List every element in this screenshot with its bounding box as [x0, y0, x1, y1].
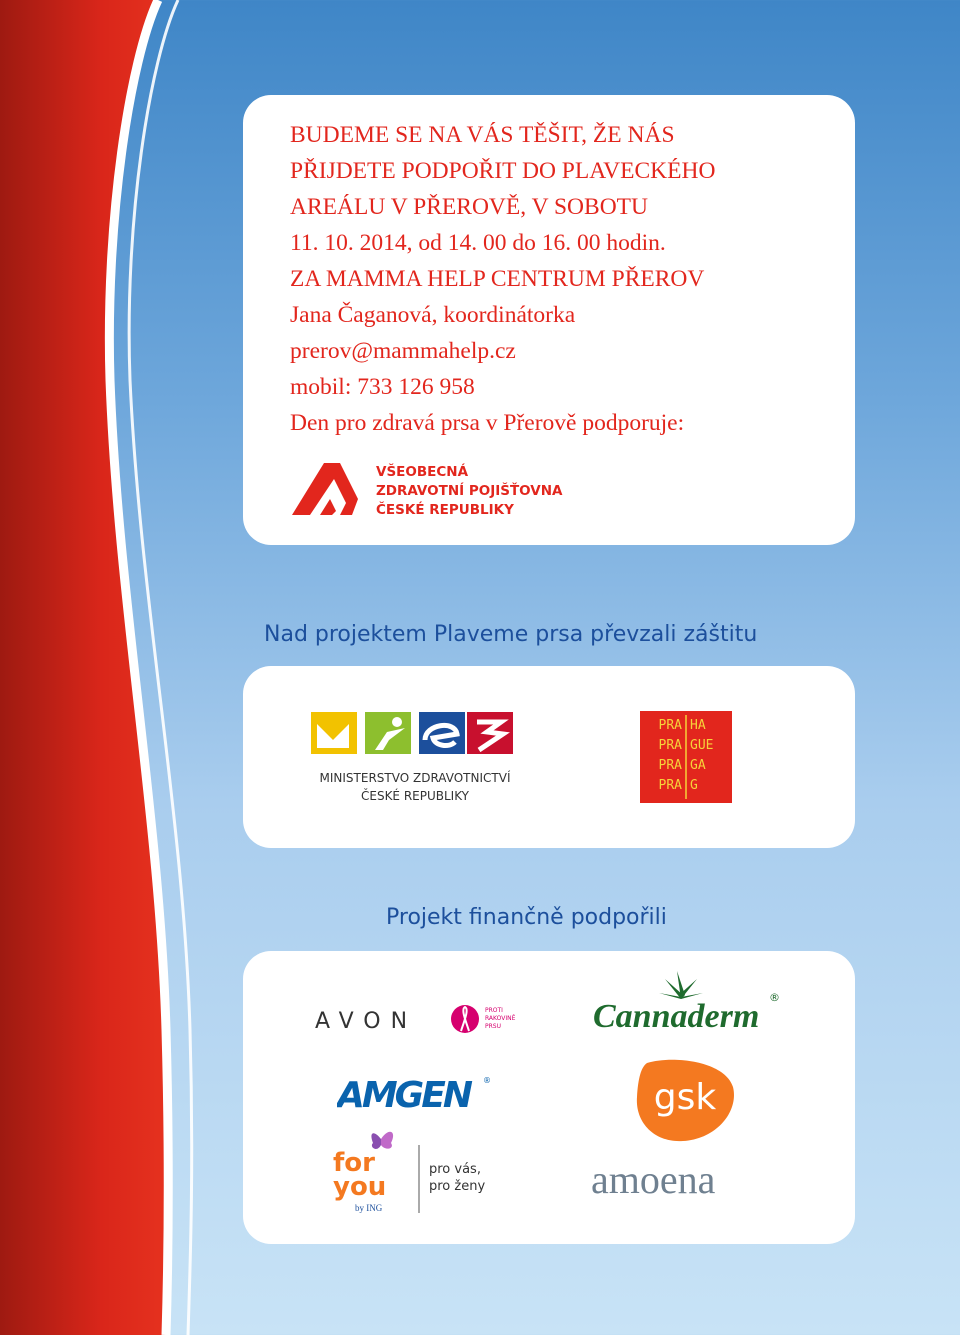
praha-right-3: GA	[690, 758, 706, 773]
amgen-registered-mark: ®	[483, 1076, 491, 1085]
foryou-tag1: pro vás,	[429, 1162, 481, 1177]
cannaderm-registered-mark: ®	[769, 991, 780, 1004]
foryou-tag2: pro ženy	[429, 1179, 486, 1194]
praha-left-2: PRA	[658, 738, 682, 753]
foryou-line2: you	[333, 1172, 387, 1202]
praha-left-1: PRA	[658, 718, 682, 733]
avon-logo	[315, 999, 525, 1039]
avon-tag-1: PROTI	[485, 1007, 503, 1014]
pink-ribbon-icon	[451, 1005, 479, 1033]
foryou-ing-logo	[333, 1125, 503, 1217]
info-line: PŘIJDETE PODPOŘIT DO PLAVECKÉHO	[290, 158, 716, 184]
praha-right-4: G	[690, 778, 698, 793]
gsk-logo	[633, 1057, 737, 1143]
info-text-block	[290, 117, 715, 441]
sponsors-card	[243, 951, 855, 1244]
cannaderm-logo	[589, 965, 789, 1035]
vzp-logo-line1: VŠEOBECNÁ	[376, 464, 469, 480]
info-line-date: 11. 10. 2014, od 14. 00 do 16. 00 hodin.	[290, 230, 666, 256]
info-line: AREÁLU V PŘEROVĚ, V SOBOTU	[290, 194, 648, 220]
amgen-wordmark: AMGEN	[337, 1075, 470, 1115]
vzp-symbol-icon	[292, 463, 358, 515]
info-line-contact-name: Jana Čaganová, koordinátorka	[290, 302, 576, 328]
info-line-phone: mobil: 733 126 958	[290, 374, 475, 400]
praha-right-2: GUE	[690, 738, 714, 753]
patronage-card	[243, 666, 855, 848]
avon-tag-3: PRSU	[485, 1023, 501, 1030]
amoena-wordmark: amoena	[591, 1157, 716, 1201]
info-card	[243, 95, 855, 545]
vzp-logo-line2: ZDRAVOTNÍ POJIŠŤOVNA	[376, 483, 563, 499]
praha-left-4: PRA	[658, 778, 682, 793]
vzp-logo-line3: ČESKÉ REPUBLIKY	[376, 502, 514, 518]
praha-logo	[640, 711, 732, 803]
cannaderm-wordmark: Cannaderm	[593, 998, 760, 1035]
hemp-leaf-icon	[659, 971, 703, 999]
info-line-email[interactable]: prerov@mammahelp.cz	[290, 338, 516, 364]
gsk-wordmark: gsk	[653, 1077, 717, 1118]
praha-left-3: PRA	[658, 758, 682, 773]
ministry-logo-line1: MINISTERSTVO ZDRAVOTNICTVÍ	[319, 771, 511, 785]
avon-tag-2: RAKOVINĚ	[485, 1015, 516, 1022]
amgen-logo	[337, 1069, 497, 1115]
butterfly-icon	[371, 1132, 393, 1149]
foryou-by-ing: by ING	[355, 1203, 383, 1213]
avon-wordmark: AVON	[315, 1009, 418, 1034]
patronage-heading: Nad projektem Plaveme prsa převzali záštitu	[264, 622, 758, 647]
amoena-logo	[589, 1153, 789, 1201]
vzp-logo	[290, 459, 590, 521]
info-line: BUDEME SE NA VÁS TĚŠIT, ŽE NÁS	[290, 122, 675, 148]
ministry-of-health-logo	[309, 710, 521, 806]
ministry-symbol-icon	[311, 712, 513, 754]
info-line-supporter: Den pro zdravá prsa v Přerově podporuje:	[290, 410, 685, 436]
foryou-line1: for	[333, 1148, 375, 1178]
praha-right-1: HA	[690, 718, 706, 733]
info-line-organizer: ZA MAMMA HELP CENTRUM PŘEROV	[290, 266, 705, 292]
sponsors-heading: Projekt finančně podpořili	[386, 905, 667, 930]
ministry-logo-line2: ČESKÉ REPUBLIKY	[360, 789, 470, 803]
